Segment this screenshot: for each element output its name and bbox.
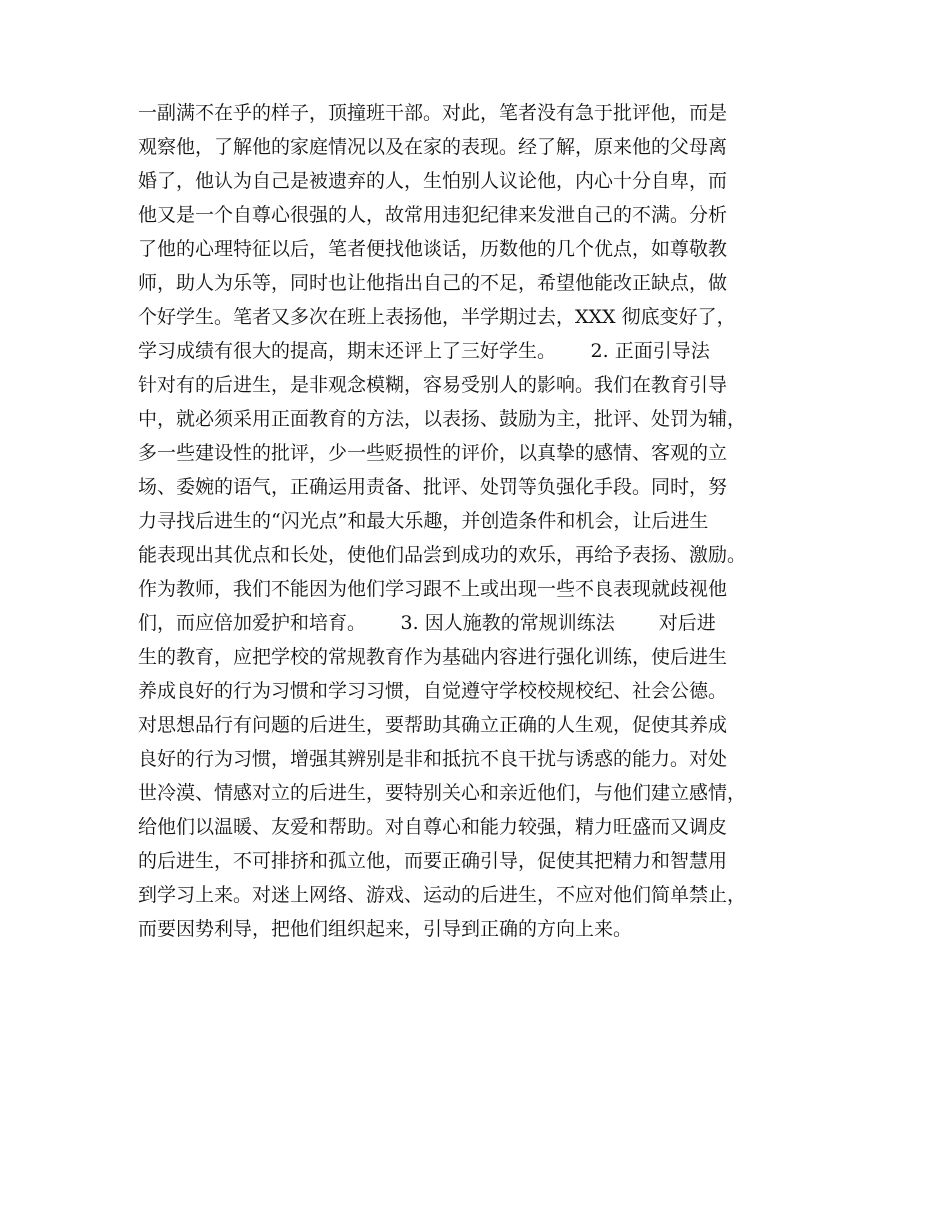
text-line: 个好学生。笔者又多次在班上表扬他，半学期过去，XXX 彻底变好了， <box>138 306 736 328</box>
text-line: 作为教师，我们不能因为他们学习跟不上或出现一些不良表现就歧视他 <box>138 578 728 600</box>
body-text <box>138 96 828 946</box>
text-line: 力寻找后进生的“闪光点”和最大乐趣，并创造条件和机会，让后进生 <box>138 510 709 532</box>
text-line: 针对有的后进生，是非观念模糊，容易受别人的影响。我们在教育引导 <box>138 374 728 396</box>
text-line: 观察他，了解他的家庭情况以及在家的表现。经了解，原来他的父母离 <box>138 136 728 158</box>
text-line: 给他们以温暖、友爱和帮助。对自尊心和能力较强，精力旺盛而又调皮 <box>138 816 728 838</box>
text-line: 而要因势利导，把他们组织起来，引导到正确的方向上来。 <box>138 918 633 940</box>
text-line: 生的教育，应把学校的常规教育作为基础内容进行强化训练，使后进生 <box>138 646 728 668</box>
text-line: 良好的行为习惯，增强其辨别是非和抵抗不良干扰与诱惑的能力。对处 <box>138 748 728 770</box>
text-line: 对思想品行有问题的后进生，要帮助其确立正确的人生观，促使其养成 <box>138 714 728 736</box>
text-line: 到学习上来。对迷上网络、游戏、运动的后进生，不应对他们简单禁止， <box>138 884 747 906</box>
text-line: 场、委婉的语气，正确运用责备、批评、处罚等负强化手段。同时，努 <box>138 476 728 498</box>
text-line: 世冷漠、情感对立的后进生，要特别关心和亲近他们，与他们建立感情， <box>138 782 747 804</box>
text-line: 婚了，他认为自己是被遗弃的人，生怕别人议论他，内心十分自卑，而 <box>138 170 728 192</box>
text-line: 多一些建设性的批评，少一些贬损性的评价，以真挚的感情、客观的立 <box>138 442 728 464</box>
text-line: 们，而应倍加爱护和培育。 3. 因人施教的常规训练法 对后进 <box>138 612 716 634</box>
text-line: 养成良好的行为习惯和学习习惯，自觉遵守学校校规校纪、社会公德。 <box>138 680 728 702</box>
text-line: 师，助人为乐等，同时也让他指出自己的不足，希望他能改正缺点，做 <box>138 272 728 294</box>
text-line: 他又是一个自尊心很强的人，故常用违犯纪律来发泄自己的不满。分析 <box>138 204 728 226</box>
text-line: 的后进生，不可排挤和孤立他，而要正确引导，促使其把精力和智慧用 <box>138 850 728 872</box>
text-line: 中，就必须采用正面教育的方法，以表扬、鼓励为主，批评、处罚为辅， <box>138 408 747 430</box>
text-line: 能表现出其优点和长处，使他们品尝到成功的欢乐，再给予表扬、激励。 <box>138 544 747 566</box>
text-line: 学习成绩有很大的提高，期末还评上了三好学生。 2. 正面引导法 <box>138 340 710 362</box>
text-line: 了他的心理特征以后，笔者便找他谈话，历数他的几个优点，如尊敬教 <box>138 238 728 260</box>
text-line: 一副满不在乎的样子，顶撞班干部。对此，笔者没有急于批评他，而是 <box>138 102 728 124</box>
